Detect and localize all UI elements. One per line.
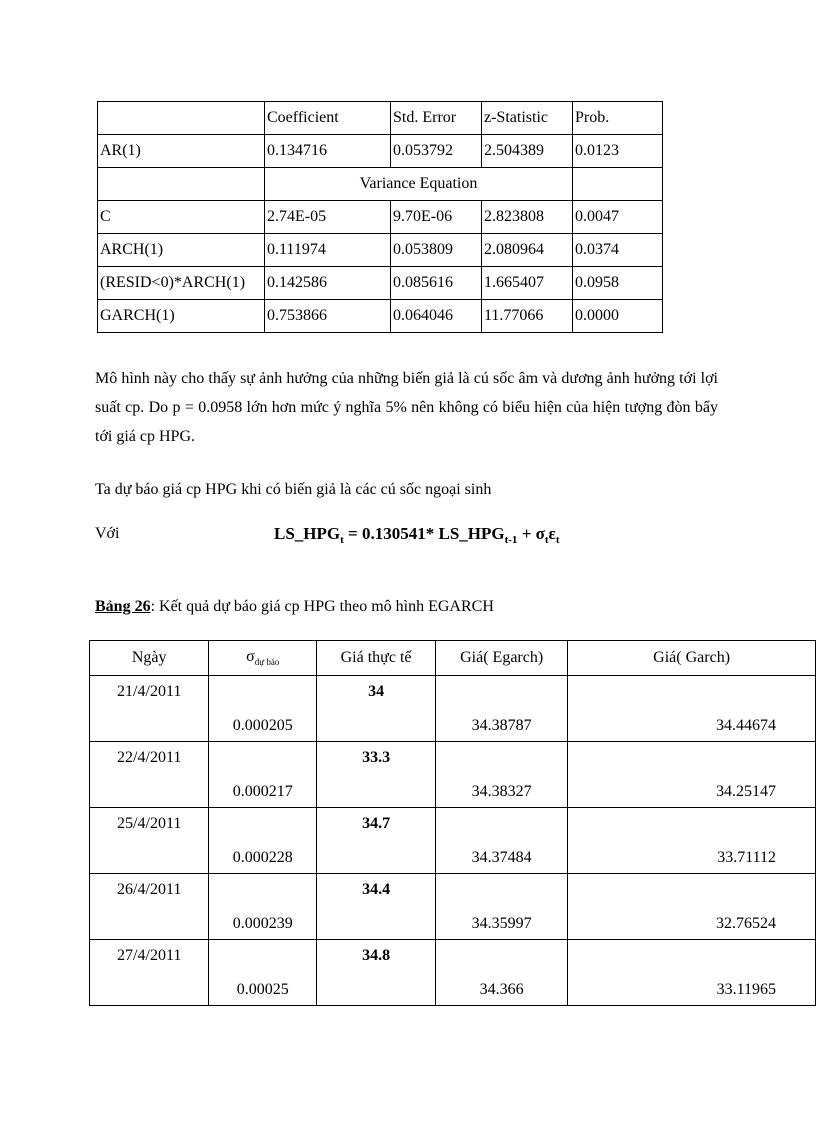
- garch-value: 33.11965: [716, 981, 776, 998]
- table-row: [98, 135, 663, 168]
- eq-epsilon-sub: t: [555, 534, 560, 546]
- coefficient-table: [97, 101, 663, 333]
- table-cell: (RESID<0)*ARCH(1): [98, 267, 265, 300]
- table-cell: 2.823808: [482, 201, 573, 234]
- egarch-value: 34.38787: [471, 717, 532, 734]
- date-value: 27/4/2011: [117, 947, 182, 964]
- date-cell: [90, 874, 209, 940]
- sigma-cell: [209, 874, 317, 940]
- date-cell: [90, 940, 209, 1006]
- actual-cell: [317, 742, 436, 808]
- table-row: [98, 267, 663, 300]
- header-cell: [98, 102, 265, 135]
- eq-lhs: LS_HPG: [274, 524, 341, 543]
- table-cell: 0.053809: [391, 234, 482, 267]
- eq-lhs-sub: t: [340, 534, 344, 546]
- sigma-value: 0.00025: [236, 981, 289, 998]
- header-cell: Std. Error: [391, 102, 482, 135]
- eq-mid-sub: t-1: [504, 534, 518, 546]
- actual-value: 34.8: [362, 947, 391, 964]
- table-cell: 0.053792: [391, 135, 482, 168]
- table-cell: 9.70E-06: [391, 201, 482, 234]
- header-cell: Prob.: [573, 102, 663, 135]
- header-egarch: Giá( Egarch): [436, 641, 568, 676]
- date-cell: [90, 742, 209, 808]
- table-cell: 2.080964: [482, 234, 573, 267]
- date-value: 26/4/2011: [117, 881, 182, 898]
- sigma-value: 0.000228: [232, 849, 293, 866]
- eq-sigma-sub: t: [544, 534, 549, 546]
- table-cell: 0.753866: [265, 300, 391, 333]
- sigma-cell: [209, 676, 317, 742]
- table-cell: [573, 168, 663, 201]
- actual-value: 34: [368, 683, 385, 700]
- garch-cell: [568, 808, 816, 874]
- header-garch: Giá( Garch): [568, 641, 816, 676]
- sigma-value: 0.000239: [232, 915, 293, 932]
- table-cell: 2.504389: [482, 135, 573, 168]
- header-cell: Coefficient: [265, 102, 391, 135]
- table-row: [90, 808, 816, 874]
- interpretation-paragraph: Mô hình này cho thấy sự ảnh hưởng của những biến giả là cú sốc âm và dương ảnh hưởng tới lợi suất cp. Do p = 0.0958 lớn hơn mức ý nghĩa 5% nên không có biểu hiện của hiện tượng đòn bẩy tới giá cp HPG.: [95, 370, 718, 445]
- actual-value: 34.4: [362, 881, 391, 898]
- garch-cell: [568, 742, 816, 808]
- date-cell: [90, 676, 209, 742]
- table-cell: 0.064046: [391, 300, 482, 333]
- table-cell: 1.665407: [482, 267, 573, 300]
- table-cell: 0.0958: [573, 267, 663, 300]
- sigma-value: 0.000205: [232, 717, 293, 734]
- table-row: [98, 234, 663, 267]
- header-actual: Giá thực tế: [317, 641, 436, 676]
- table-cell: 0.0374: [573, 234, 663, 267]
- table-row: [98, 201, 663, 234]
- table-cell: 2.74E-05: [265, 201, 391, 234]
- forecast-intro-text: Ta dự báo giá cp HPG khi có biến giả là các cú sốc ngoại sinh: [95, 481, 492, 498]
- forecast-equation: [274, 524, 559, 546]
- table-cell: AR(1): [98, 135, 265, 168]
- sigma-cell: [209, 808, 317, 874]
- eq-epsilon: ε: [548, 524, 556, 543]
- actual-cell: [317, 874, 436, 940]
- table-row: [90, 874, 816, 940]
- table-header-row: [98, 102, 663, 135]
- table-cell: 0.134716: [265, 135, 391, 168]
- table-cell: 11.77066: [482, 300, 573, 333]
- date-value: 21/4/2011: [117, 683, 182, 700]
- egarch-value: 34.35997: [471, 915, 532, 932]
- egarch-cell: [436, 940, 568, 1006]
- sigma-cell: [209, 940, 317, 1006]
- eq-plus: +: [517, 524, 536, 543]
- table-caption: [95, 598, 494, 616]
- table-row: [90, 940, 816, 1006]
- table-cell: [98, 168, 265, 201]
- garch-value: 34.25147: [716, 783, 776, 800]
- sigma-value: 0.000217: [232, 783, 293, 800]
- header-cell: z-Statistic: [482, 102, 573, 135]
- header-date: Ngày: [90, 641, 209, 676]
- actual-cell: [317, 940, 436, 1006]
- table-row: [90, 676, 816, 742]
- forecast-table: [89, 640, 816, 1006]
- sigma-cell: [209, 742, 317, 808]
- date-value: 22/4/2011: [117, 749, 182, 766]
- garch-value: 32.76524: [716, 915, 776, 932]
- actual-cell: [317, 808, 436, 874]
- date-value: 25/4/2011: [117, 815, 182, 832]
- table-cell: GARCH(1): [98, 300, 265, 333]
- table-cell: 0.142586: [265, 267, 391, 300]
- header-sigma: [209, 641, 317, 676]
- sigma-symbol: σ: [246, 648, 255, 666]
- egarch-cell: [436, 808, 568, 874]
- variance-equation-label: Variance Equation: [265, 168, 573, 201]
- date-cell: [90, 808, 209, 874]
- egarch-cell: [436, 676, 568, 742]
- sigma-subscript: dự báo: [254, 657, 280, 668]
- table-cell: 0.111974: [265, 234, 391, 267]
- actual-value: 34.7: [362, 815, 391, 832]
- egarch-value: 34.366: [479, 981, 524, 998]
- actual-value: 33.3: [362, 749, 391, 766]
- table-cell: 0.0000: [573, 300, 663, 333]
- table-cell: ARCH(1): [98, 234, 265, 267]
- with-label: Với: [95, 525, 120, 542]
- garch-cell: [568, 676, 816, 742]
- egarch-value: 34.37484: [471, 849, 532, 866]
- table-cell: 0.0047: [573, 201, 663, 234]
- table-row: [90, 742, 816, 808]
- section-row: [98, 168, 663, 201]
- garch-cell: [568, 874, 816, 940]
- table-cell: C: [98, 201, 265, 234]
- table-cell: 0.085616: [391, 267, 482, 300]
- actual-cell: [317, 676, 436, 742]
- table-row: [98, 300, 663, 333]
- eq-sigma: σ: [535, 524, 545, 543]
- table-cell: 0.0123: [573, 135, 663, 168]
- garch-value: 34.44674: [716, 717, 776, 734]
- caption-label: Bảng 26: [95, 598, 151, 615]
- garch-value: 33.71112: [717, 849, 776, 866]
- eq-mid: = 0.130541* LS_HPG: [343, 524, 505, 543]
- egarch-cell: [436, 874, 568, 940]
- egarch-cell: [436, 742, 568, 808]
- table-header-row: [90, 641, 816, 676]
- caption-text: : Kết quả dự báo giá cp HPG theo mô hình EGARCH: [150, 598, 494, 615]
- garch-cell: [568, 940, 816, 1006]
- egarch-value: 34.38327: [471, 783, 532, 800]
